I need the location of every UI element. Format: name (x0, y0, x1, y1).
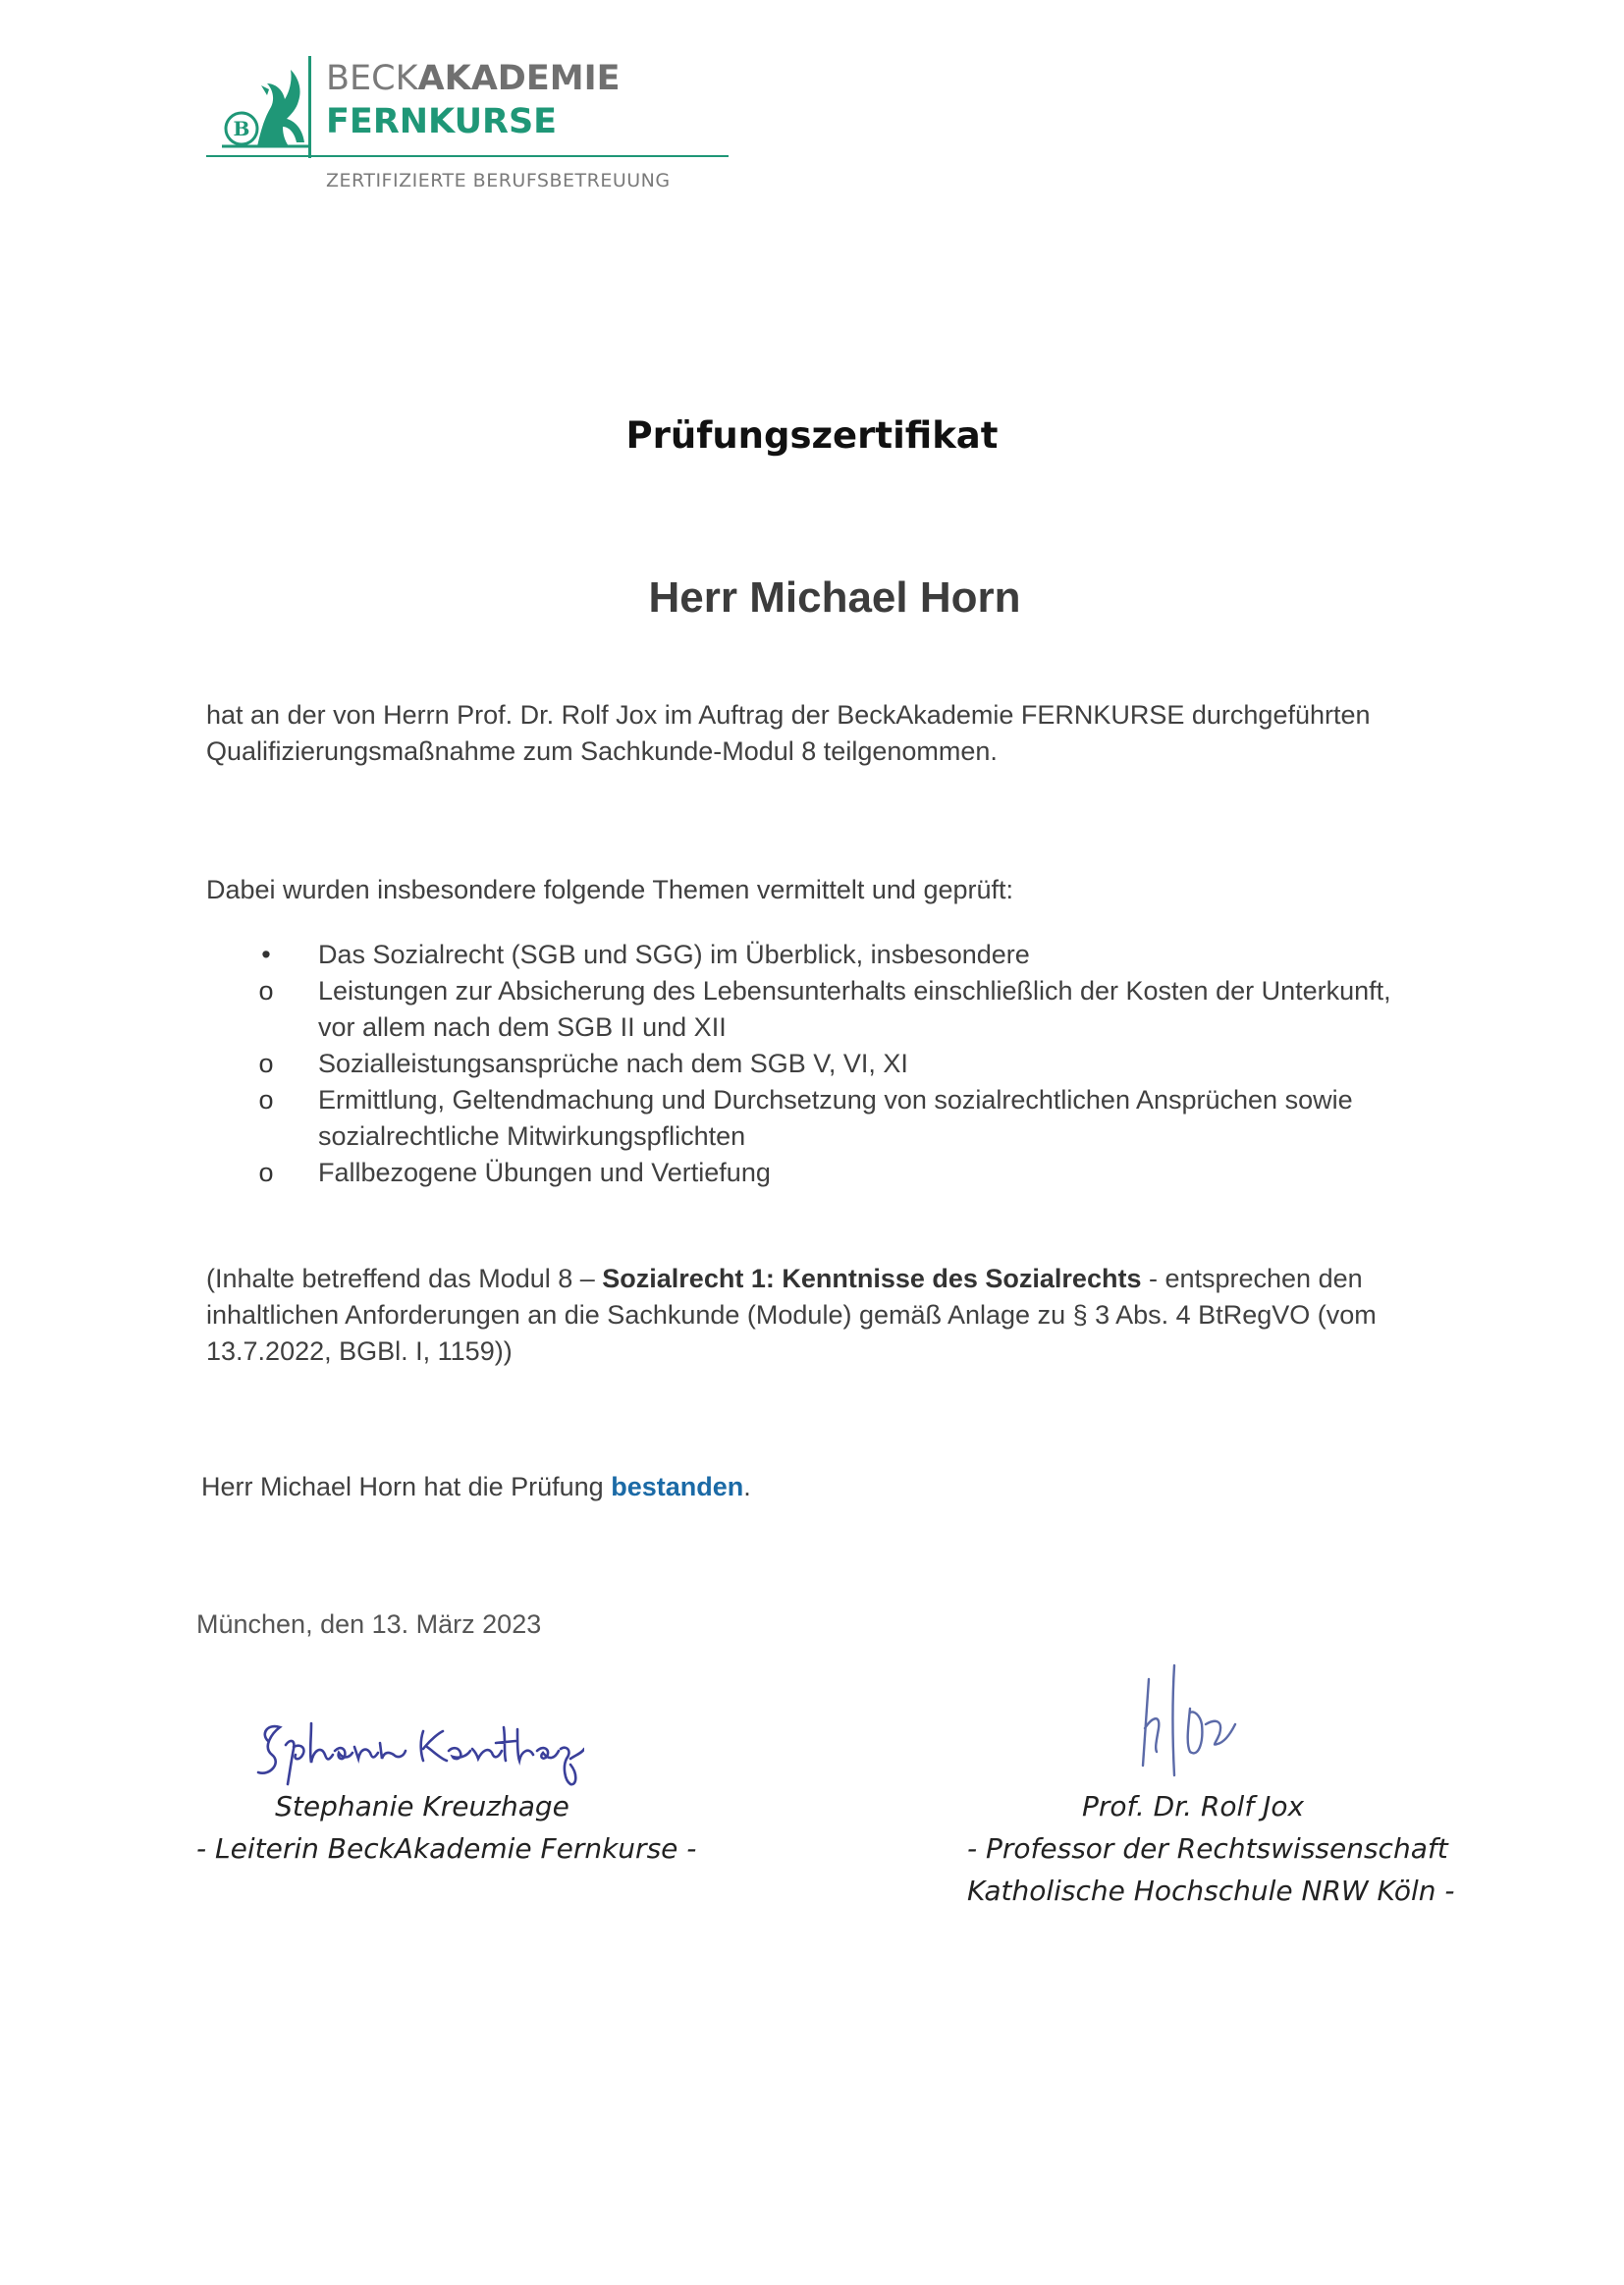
recipient-name: Herr Michael Horn (648, 573, 1021, 622)
svg-text:B: B (233, 117, 250, 140)
circle-bullet-icon: o (258, 976, 274, 1006)
logo-underline (206, 155, 729, 157)
topic-item (206, 1155, 1424, 1191)
logo-divider (308, 56, 311, 158)
topic-list (206, 937, 1424, 1191)
signer-left-name: Stephanie Kreuzhage (275, 1790, 569, 1823)
topic-text: Sozialleistungsansprüche nach dem SGB V, VI, XI (318, 1049, 908, 1078)
certificate-title: Prüfungszertifikat (625, 414, 999, 457)
signer-left (196, 1785, 697, 1870)
circle-bullet-icon: o (258, 1085, 274, 1115)
topic-item (206, 1046, 1424, 1082)
signer-left-role: - Leiterin BeckAkademie Fernkurse - (196, 1832, 697, 1865)
circle-bullet-icon: o (258, 1158, 274, 1187)
result-status: bestanden (611, 1472, 744, 1501)
signer-right-role-line2: Katholische Hochschule NRW Köln - (967, 1875, 1455, 1907)
handwritten-signature-left (250, 1704, 584, 1792)
module-note: (Inhalte betreffend das Modul 8 – Sozialrecht 1: Kenntnisse des Sozialrechts - entsprechen den inhaltlichen Anforderungen an die Sachkunde (Module) gemäß Anlage zu § 3 Abs. 4 BtRegVO (vom 13.7.2022, BGBl. I, 1159)) (206, 1264, 1377, 1366)
griffin-emblem-icon (214, 60, 312, 158)
handwritten-signature-right (1129, 1650, 1257, 1787)
bullet-icon: • (261, 940, 271, 969)
logo-product: FERNKURSE (326, 102, 558, 141)
signer-right-name: Prof. Dr. Rolf Jox (1081, 1790, 1305, 1823)
exam-result: Herr Michael Horn hat die Prüfung bestanden. (201, 1472, 751, 1501)
intro-paragraph: hat an der von Herrn Prof. Dr. Rolf Jox im Auftrag der BeckAkademie FERNKURSE durchgeführten Qualifizierungsmaßnahme zum Sachkunde-Modul 8 teilgenommen. (206, 700, 1371, 766)
place-date: München, den 13. März 2023 (196, 1609, 542, 1639)
signer-right (967, 1785, 1455, 1912)
topic-text: Ermittlung, Geltendmachung und Durchsetzung von sozialrechtlichen Ansprüchen sowie sozialrechtliche Mitwirkungspflichten (318, 1085, 1353, 1151)
signer-right-role-line1: - Professor der Rechtswissenschaft (967, 1832, 1448, 1865)
topic-text: Das Sozialrecht (SGB und SGG) im Überblick, insbesondere (318, 940, 1030, 969)
circle-bullet-icon: o (258, 1049, 274, 1078)
topic-text: Leistungen zur Absicherung des Lebensunterhalts einschließlich der Kosten der Unterkunft, vor allem nach dem SGB II und XII (318, 976, 1391, 1042)
topic-item (206, 973, 1424, 1046)
topic-item (206, 937, 1424, 973)
topic-item (206, 1082, 1424, 1155)
themes-lead: Dabei wurden insbesondere folgende Themen vermittelt und geprüft: (206, 875, 1014, 904)
logo-brand: BECKAKADEMIE (326, 59, 621, 98)
logo-tagline: ZERTIFIZIERTE BERUFSBETREUUNG (326, 170, 671, 191)
topic-text: Fallbezogene Übungen und Vertiefung (318, 1158, 771, 1187)
beckakademie-logo (206, 54, 731, 201)
module-title: Sozialrecht 1: Kenntnisse des Sozialrechts (602, 1264, 1142, 1293)
